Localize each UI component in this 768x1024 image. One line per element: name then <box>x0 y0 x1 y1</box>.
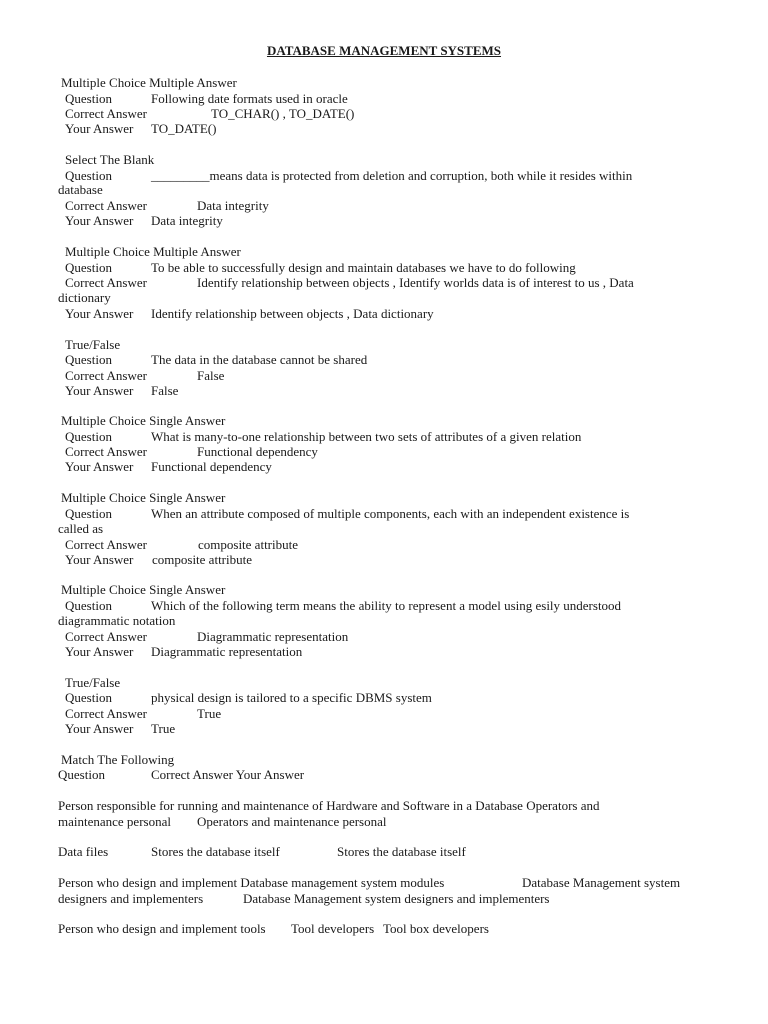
question-label: Question <box>65 690 112 705</box>
your-answer-label: Your Answer <box>65 213 134 228</box>
match-row-3-question: Person who design and implement Database management system modules <box>58 875 445 890</box>
your-answer-text: TO_DATE() <box>151 121 217 136</box>
question-text-continued: diagrammatic notation <box>58 613 176 628</box>
question-text: What is many-to-one relationship between two sets of attributes of a given relation <box>151 429 582 444</box>
correct-answer-text: Diagrammatic representation <box>197 629 349 644</box>
correct-answer-text: Functional dependency <box>197 444 318 459</box>
correct-answer-label: Correct Answer <box>65 537 147 552</box>
correct-answer-label: Correct Answer <box>65 444 147 459</box>
correct-answer-text: TO_CHAR() , TO_DATE() <box>211 106 355 121</box>
your-answer-text: Functional dependency <box>151 459 272 474</box>
question-type: True/False <box>65 337 121 352</box>
question-text-continued: called as <box>58 521 104 536</box>
your-answer-text: True <box>151 721 176 736</box>
correct-answer-label: Correct Answer <box>65 368 147 383</box>
your-answer-text: Diagrammatic representation <box>151 644 303 659</box>
question-label: Question <box>65 260 112 275</box>
match-row-2-yours: Stores the database itself <box>337 844 466 859</box>
correct-answer-label: Correct Answer <box>65 275 147 290</box>
question-label: Question <box>65 352 112 367</box>
your-answer-text: composite attribute <box>152 552 253 567</box>
your-answer-label: Your Answer <box>65 552 134 567</box>
correct-answer-label: Correct Answer <box>65 106 147 121</box>
match-row-4-correct: Tool developers <box>291 921 375 936</box>
question-type: Multiple Choice Single Answer <box>61 413 226 428</box>
question-text: The data in the database cannot be shared <box>151 352 368 367</box>
your-answer-label: Your Answer <box>65 721 134 736</box>
match-row-2-correct: Stores the database itself <box>151 844 280 859</box>
match-row-1-correct: maintenance personal <box>58 814 171 829</box>
question-text: _________means data is protected from deletion and corruption, both while it resides within <box>151 168 633 183</box>
correct-answer-label: Correct Answer <box>65 198 147 213</box>
correct-answer-text: Identify relationship between objects , Identify worlds data is of interest to us , Data <box>197 275 634 290</box>
correct-answer-text: False <box>197 368 225 383</box>
match-row-1-yours: Operators and maintenance personal <box>197 814 387 829</box>
your-answer-text: Data integrity <box>151 213 223 228</box>
question-text: Following date formats used in oracle <box>151 91 348 106</box>
match-header-question: Question <box>58 767 105 782</box>
match-row-1-text: Person responsible for running and maintenance of Hardware and Software in a Database Operators and <box>58 798 600 813</box>
your-answer-label: Your Answer <box>65 306 134 321</box>
question-text: To be able to successfully design and maintain databases we have to do following <box>151 260 576 275</box>
correct-answer-label: Correct Answer <box>65 629 147 644</box>
match-header-answers: Correct Answer Your Answer <box>151 767 305 782</box>
correct-answer-text: composite attribute <box>198 537 299 552</box>
your-answer-label: Your Answer <box>65 459 134 474</box>
question-type: Select The Blank <box>65 152 155 167</box>
your-answer-label: Your Answer <box>65 644 134 659</box>
question-type: Multiple Choice Multiple Answer <box>61 75 237 90</box>
question-text: physical design is tailored to a specific DBMS system <box>151 690 432 705</box>
correct-answer-label: Correct Answer <box>65 706 147 721</box>
question-text: When an attribute composed of multiple components, each with an independent existence is <box>151 506 630 521</box>
page-title: DATABASE MANAGEMENT SYSTEMS <box>266 43 502 58</box>
question-type: Multiple Choice Multiple Answer <box>65 244 241 259</box>
match-row-3-correct-continued: designers and implementers <box>58 891 204 906</box>
question-label: Question <box>65 429 112 444</box>
question-text: Which of the following term means the ability to represent a model using esily understood <box>151 598 622 613</box>
question-label: Question <box>65 506 112 521</box>
question-type: Match The Following <box>61 752 175 767</box>
question-text-continued: database <box>58 182 103 197</box>
correct-answer-text-continued: dictionary <box>58 290 111 305</box>
question-type: True/False <box>65 675 121 690</box>
your-answer-text: False <box>151 383 179 398</box>
your-answer-label: Your Answer <box>65 383 134 398</box>
your-answer-text: Identify relationship between objects , Data dictionary <box>151 306 434 321</box>
question-type: Multiple Choice Single Answer <box>61 490 226 505</box>
match-row-4-question: Person who design and implement tools <box>58 921 266 936</box>
question-label: Question <box>65 598 112 613</box>
question-label: Question <box>65 168 112 183</box>
match-row-3-correct: Database Management system <box>522 875 681 890</box>
match-row-2-question: Data files <box>58 844 109 859</box>
question-label: Question <box>65 91 112 106</box>
match-row-4-yours: Tool box developers <box>383 921 489 936</box>
correct-answer-text: Data integrity <box>197 198 269 213</box>
question-type: Multiple Choice Single Answer <box>61 582 226 597</box>
match-row-3-yours: Database Management system designers and implementers <box>243 891 550 906</box>
correct-answer-text: True <box>197 706 222 721</box>
your-answer-label: Your Answer <box>65 121 134 136</box>
